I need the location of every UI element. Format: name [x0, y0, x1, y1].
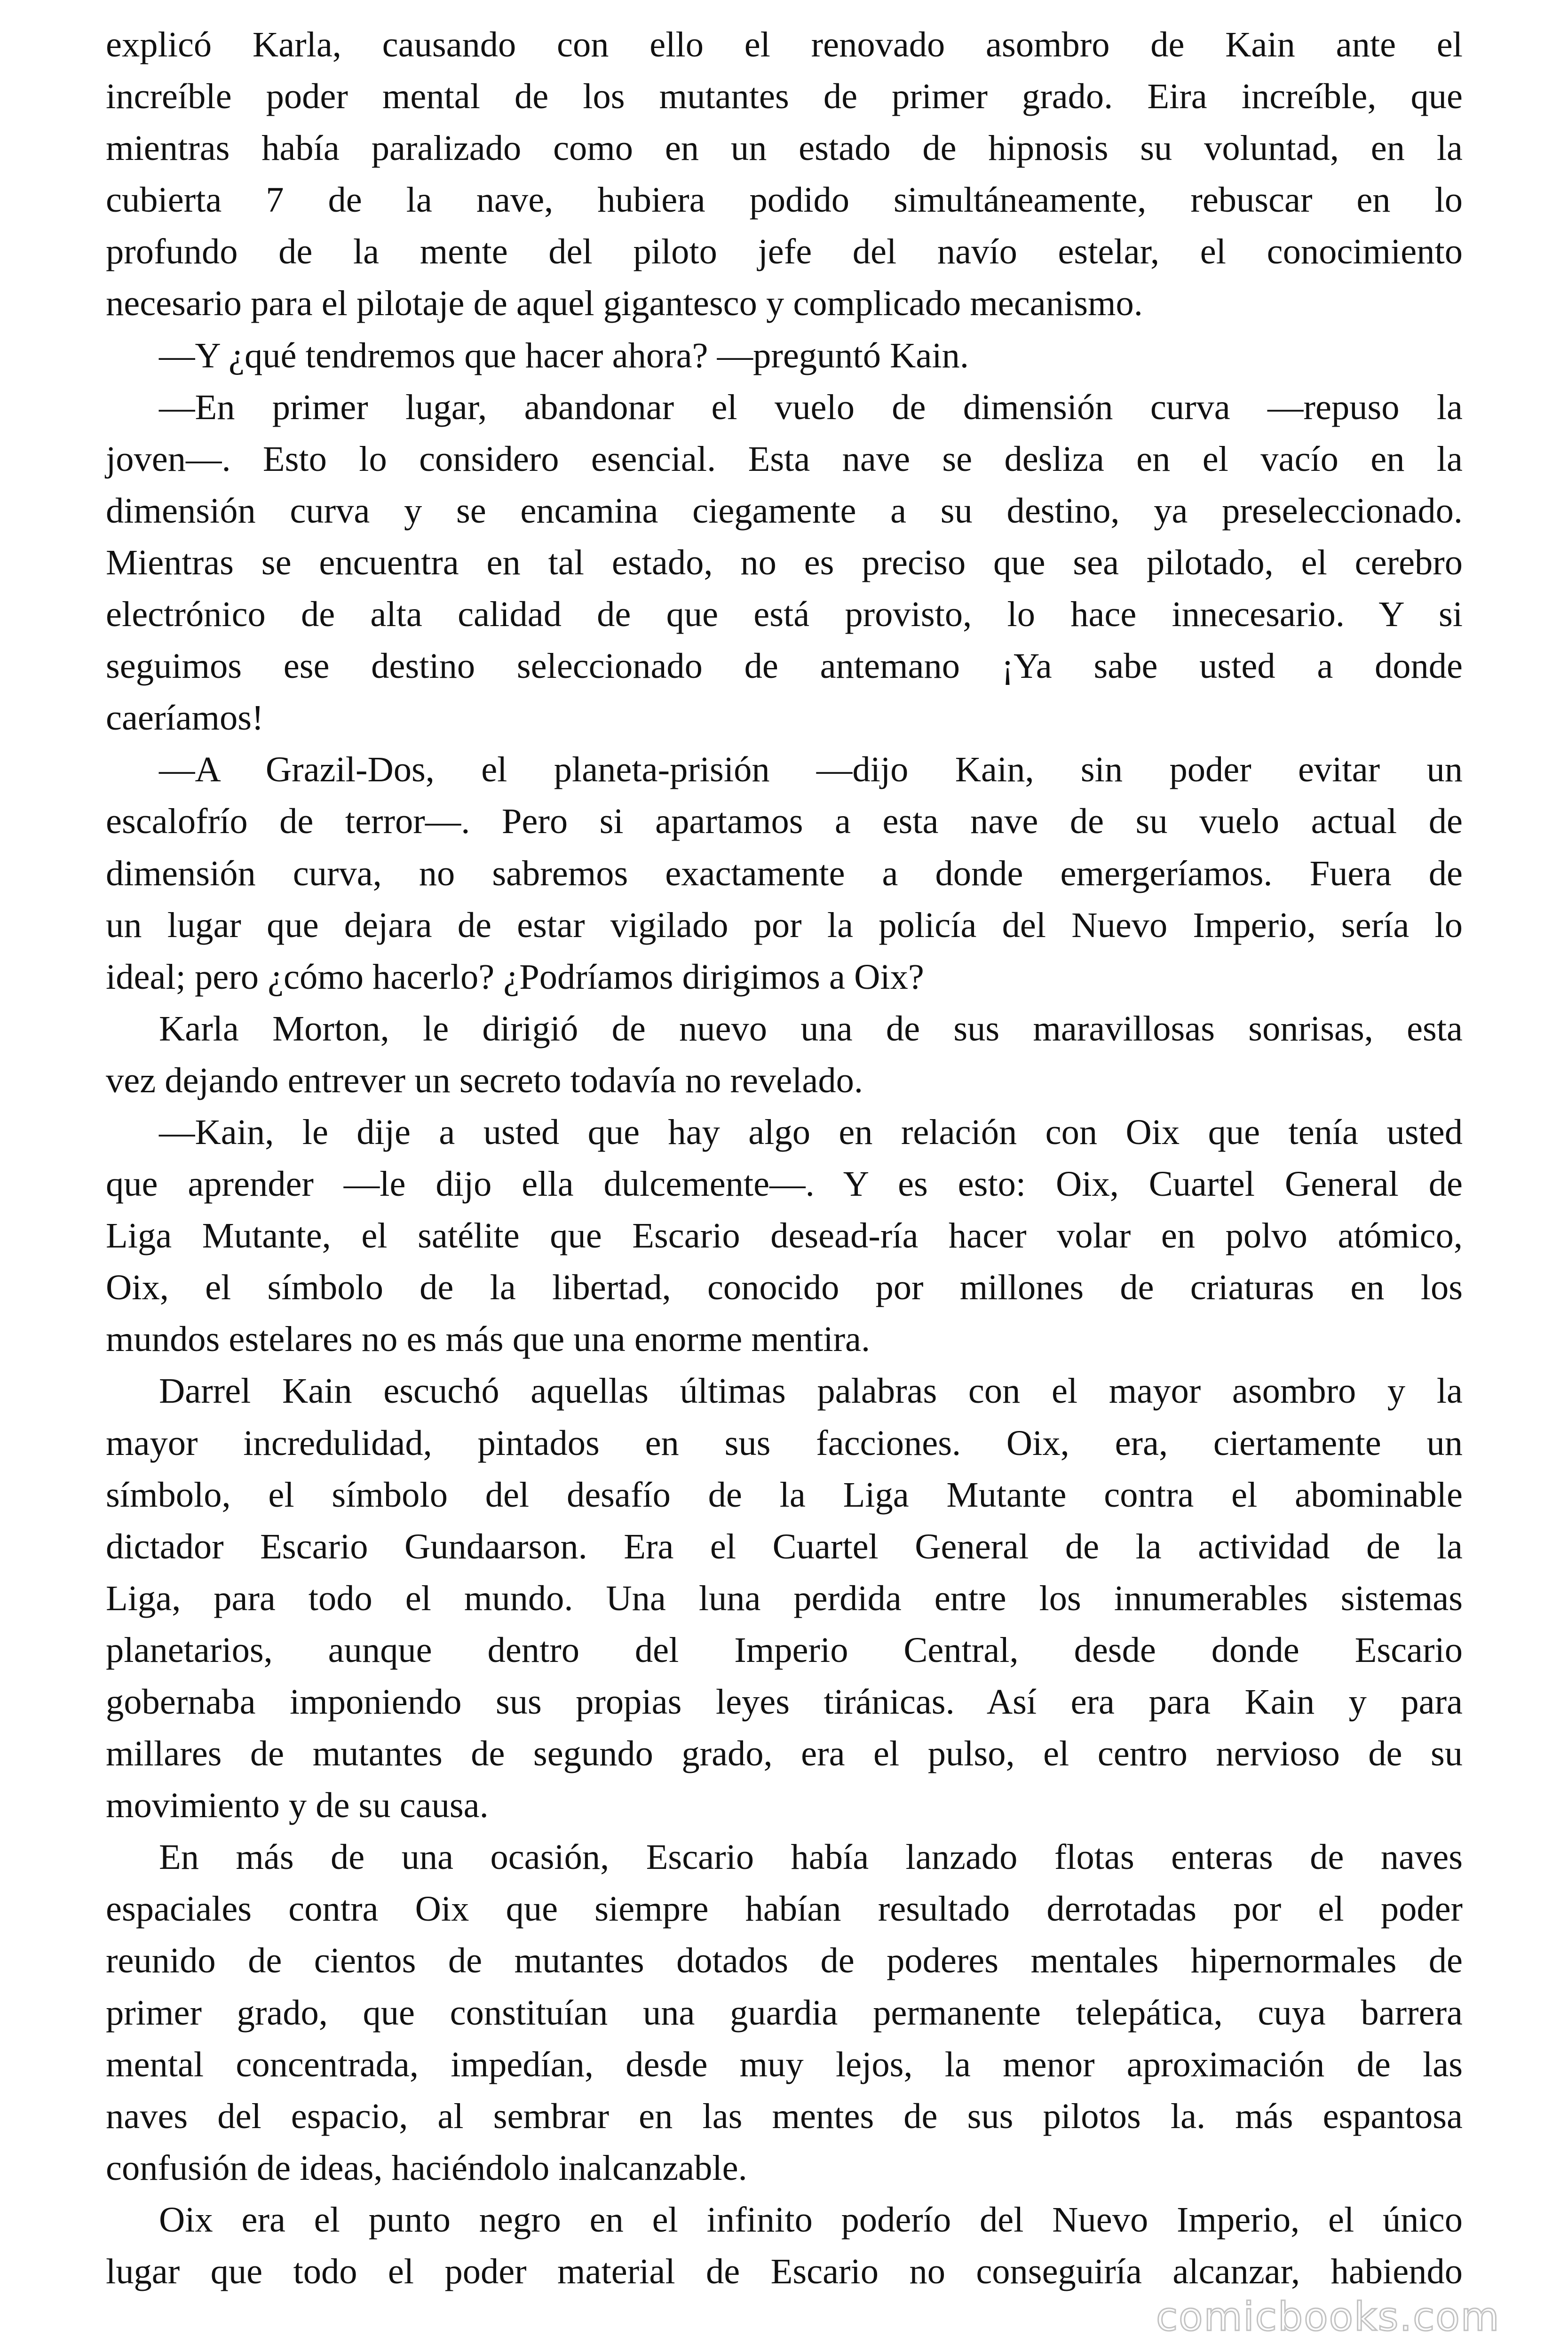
text-line: —En primer lugar, abandonar el vuelo de dimensión curva —repuso la [159, 387, 1463, 427]
text-line: Karla Morton, le dirigió de nuevo una de sus maravillosas sonrisas, esta [159, 1008, 1463, 1049]
text-line: —A Grazil-Dos, el planeta-prisión —dijo Kain, sin poder evitar un [159, 749, 1463, 790]
text-line: primer grado, que constituían una guardia permanente telepática, cuya barrera [106, 1992, 1463, 2033]
text-line: Oix, el símbolo de la libertad, conocido por millones de criaturas en los [106, 1267, 1463, 1308]
text-line: movimiento y de su causa. [106, 1785, 489, 1826]
text-line: electrónico de alta calidad de que está provisto, lo hace innecesario. Y si [106, 594, 1463, 635]
text-line: explicó Karla, causando con ello el renovado asombro de Kain ante el [106, 24, 1463, 64]
text-line: un lugar que dejara de estar vigilado por la policía del Nuevo Imperio, sería lo [106, 905, 1463, 945]
text-line: mental concentrada, impedían, desde muy lejos, la menor aproximación de las [106, 2044, 1463, 2084]
text-line: vez dejando entrever un secreto todavía no revelado. [106, 1060, 863, 1100]
text-line: Mientras se encuentra en tal estado, no es preciso que sea pilotado, el cerebro [106, 542, 1463, 582]
text-line: Oix era el punto negro en el infinito poderío del Nuevo Imperio, el único [159, 2199, 1463, 2240]
text-line: millares de mutantes de segundo grado, era el pulso, el centro nervioso de su [106, 1733, 1463, 1774]
text-line: naves del espacio, al sembrar en las mentes de sus pilotos la. más espantosa [106, 2096, 1463, 2136]
text-line: seguimos ese destino seleccionado de antemano ¡Ya sabe usted a donde [106, 646, 1463, 686]
text-line: —Kain, le dije a usted que hay algo en relación con Oix que tenía usted [159, 1112, 1463, 1152]
text-line: Liga Mutante, el satélite que Escario desead-ría hacer volar en polvo atómico, [106, 1216, 1463, 1256]
text-line: necesario para el pilotaje de aquel gigantesco y complicado mecanismo. [106, 283, 1143, 324]
text-line: Darrel Kain escuchó aquellas últimas palabras con el mayor asombro y la [159, 1371, 1463, 1411]
text-line: En más de una ocasión, Escario había lanzado flotas enteras de naves [159, 1837, 1463, 1877]
text-line: increíble poder mental de los mutantes de primer grado. Eira increíble, que [106, 76, 1463, 117]
text-line: mundos estelares no es más que una enorme mentira. [106, 1319, 871, 1359]
text-line: ideal; pero ¿cómo hacerlo? ¿Podríamos dirigimos a Oix? [106, 956, 924, 997]
text-line: escalofrío de terror—. Pero si apartamos a esta nave de su vuelo actual de [106, 801, 1463, 842]
text-line: lugar que todo el poder material de Escario no conseguiría alcanzar, habiendo [106, 2251, 1463, 2292]
text-line: dimensión curva, no sabremos exactamente a donde emergeríamos. Fuera de [106, 853, 1463, 893]
text-line: reunido de cientos de mutantes dotados de poderes mentales hipernormales de [106, 1940, 1463, 1981]
text-line: cubierta 7 de la nave, hubiera podido simultáneamente, rebuscar en lo [106, 180, 1463, 220]
text-line: dictador Escario Gundaarson. Era el Cuartel General de la actividad de la [106, 1526, 1463, 1566]
text-line: profundo de la mente del piloto jefe del navío estelar, el conocimiento [106, 231, 1463, 272]
text-line: dimensión curva y se encamina ciegamente a su destino, ya preseleccionado. [106, 490, 1463, 531]
text-line: gobernaba imponiendo sus propias leyes tiránicas. Así era para Kain y para [106, 1682, 1463, 1722]
text-line: que aprender —le dijo ella dulcemente—. Y es esto: Oix, Cuartel General de [106, 1164, 1463, 1204]
text-line: símbolo, el símbolo del desafío de la Liga Mutante contra el abominable [106, 1474, 1463, 1515]
text-line: planetarios, aunque dentro del Imperio Central, desde donde Escario [106, 1629, 1463, 1670]
text-line: —Y ¿qué tendremos que hacer ahora? —preguntó Kain. [159, 335, 969, 375]
text-line: Liga, para todo el mundo. Una luna perdida entre los innumerables sistemas [106, 1578, 1463, 1618]
text-line: joven—. Esto lo considero esencial. Esta nave se desliza en el vacío en la [106, 438, 1463, 479]
page-body [106, 19, 1463, 2297]
text-line: mayor incredulidad, pintados en sus facciones. Oix, era, ciertamente un [106, 1422, 1463, 1463]
text-line: caeríamos! [106, 698, 264, 738]
watermark: comicbooks.com [1156, 2294, 1500, 2340]
text-line: confusión de ideas, haciéndolo inalcanzable. [106, 2147, 747, 2188]
text-line: espaciales contra Oix que siempre habían resultado derrotadas por el poder [106, 1889, 1463, 1929]
text-line: mientras había paralizado como en un estado de hipnosis su voluntad, en la [106, 128, 1463, 168]
